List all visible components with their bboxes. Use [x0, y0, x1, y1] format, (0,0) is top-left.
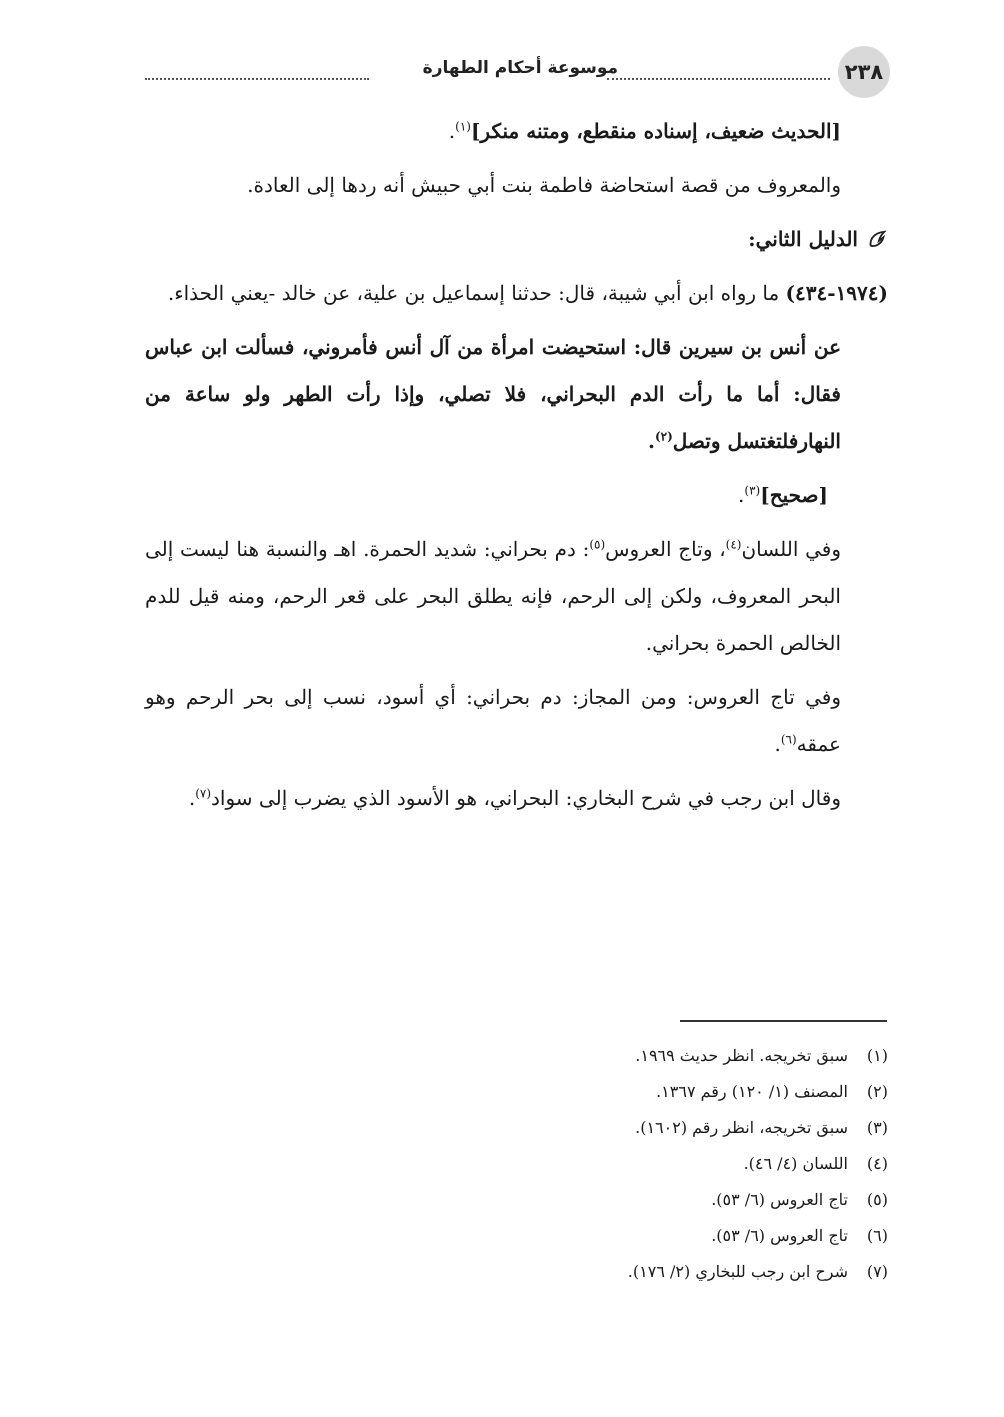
paragraph-6	[145, 526, 888, 667]
footnote-text: سبق تخريجه. انظر حديث ١٩٦٩.	[635, 1046, 848, 1065]
footnote-item	[145, 1182, 888, 1218]
footnote-text: شرح ابن رجب للبخاري (٢/ ١٧٦).	[627, 1262, 848, 1281]
section-heading	[145, 216, 888, 263]
footnote-number: (٣)	[866, 1118, 888, 1137]
hadith-grade-2: [صحيح]	[760, 483, 828, 507]
footnote-ref-3: (٣)	[744, 483, 761, 498]
matn-text: عن أنس بن سيرين قال: استحيضت امرأة من آل أنس فأمروني، فسألت ابن عباس فقال: أما ما رأت الدم البحراني، فلا تصلي، وإذا رأت الطهر ولو ساعة من النهارفلتغتسل وتصل	[145, 335, 842, 453]
paragraph-4-end: .	[647, 429, 655, 453]
footnote-text: اللسان (٤/ ٤٦).	[743, 1154, 848, 1173]
header-dotted-rule-left	[145, 78, 369, 80]
header-dotted-rule-right	[607, 78, 830, 80]
footnote-text: سبق تخريجه، انظر رقم (١٦٠٢).	[635, 1118, 848, 1137]
footnote-ref-1: (١)	[455, 119, 471, 134]
footnote-separator	[680, 1020, 887, 1022]
paragraph-7	[145, 674, 888, 768]
paragraph-6-c: : دم بحراني: شديد الحمرة. اهـ والنسبة هنا ليست إلى البحر المعروف، ولكن إلى الرحم، فإنه يطلق البحر على قعر الرحم، ومنه قيل للدم الخالص الحمرة بحراني.	[145, 537, 841, 655]
heading-text: الدليل الثاني:	[748, 227, 858, 251]
footnote-number: (٦)	[866, 1226, 888, 1245]
footnote-item	[145, 1146, 888, 1182]
footnote-ref-5: (٥)	[589, 537, 606, 552]
paragraph-2: والمعروف من قصة استحاضة فاطمة بنت أبي حبيش أنه ردها إلى العادة.	[247, 173, 841, 197]
paragraph-6-a: وفي اللسان	[741, 537, 841, 561]
paragraph-8	[145, 775, 888, 822]
paragraph-4	[145, 324, 888, 465]
page-header	[145, 46, 890, 98]
footnote-number: (٤)	[866, 1154, 888, 1173]
main-text	[145, 108, 888, 822]
footnote-ref-2: (٢)	[654, 429, 673, 444]
paragraph-7-text: وفي تاج العروس: ومن المجاز: دم بحراني: أي أسود، نسب إلى بحر الرحم وهو عمقه	[145, 685, 841, 756]
page-number: ٢٣٨	[844, 60, 884, 84]
paragraph-1	[145, 108, 888, 155]
paragraph-1-end: .	[448, 119, 456, 143]
footnote-ref-7: (٧)	[195, 786, 212, 801]
paragraph-3	[145, 270, 888, 317]
hadith-number: (١٩٧٤-٤٣٤)	[785, 281, 888, 305]
footnote-number: (٥)	[866, 1190, 888, 1209]
paragraph-6-b: ، وتاج العروس	[605, 537, 726, 561]
footnote-number: (١)	[866, 1046, 888, 1065]
footnotes-list	[145, 1038, 888, 1290]
paragraph-5	[145, 472, 888, 519]
leaf-icon	[866, 229, 888, 251]
footnote-number: (٧)	[866, 1262, 888, 1281]
isnad-text: ما رواه ابن أبي شيبة، قال: حدثنا إسماعيل بن علية، عن خالد -يعني الحذاء.	[167, 281, 786, 305]
footnote-item	[145, 1254, 888, 1290]
paragraph-8-text: وقال ابن رجب في شرح البخاري: البحراني، هو الأسود الذي يضرب إلى سواد	[211, 786, 841, 810]
paragraph-8-end: .	[188, 786, 196, 810]
footnote-item	[145, 1074, 888, 1110]
footnote-number: (٢)	[866, 1082, 888, 1101]
footnote-text: تاج العروس (٦/ ٥٣).	[711, 1190, 848, 1209]
book-title: موسوعة أحكام الطهارة	[422, 58, 618, 78]
paragraph-7-end: .	[774, 732, 781, 756]
footnote-item	[145, 1218, 888, 1254]
footnote-item	[145, 1110, 888, 1146]
footnote-text: المصنف (١/ ١٢٠) رقم ١٣٦٧.	[656, 1082, 848, 1101]
footnote-ref-6: (٦)	[780, 732, 797, 747]
footnote-ref-4: (٤)	[725, 537, 742, 552]
footnote-item	[145, 1038, 888, 1074]
footnote-text: تاج العروس (٦/ ٥٣).	[711, 1226, 848, 1245]
page-number-badge	[838, 46, 890, 98]
hadith-grade: [الحديث ضعيف، إسناده منقطع، ومتنه منكر]	[470, 119, 841, 143]
paragraph-5-end: .	[738, 483, 745, 507]
